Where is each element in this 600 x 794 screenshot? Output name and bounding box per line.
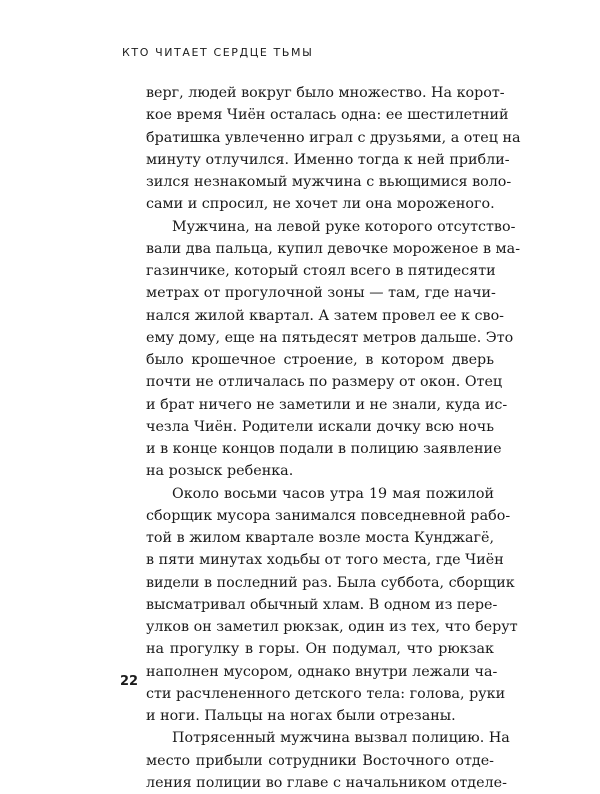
text-line: нался жилой квартал. А затем провел ее к сво- bbox=[146, 307, 505, 324]
text-line: сборщик мусора занимался повседневной рабо- bbox=[146, 507, 511, 524]
text-line: ему дому, еще на пятьдесят метров дальше. Это bbox=[146, 329, 514, 346]
running-header: КТО ЧИТАЕТ СЕРДЦЕ ТЬМЫ bbox=[122, 46, 314, 59]
text-line: сами и спросил, не хочет ли она мороженого. bbox=[146, 196, 495, 213]
text-line: той в жилом квартале возле моста Кунджагё, bbox=[146, 530, 494, 546]
text-line: чезла Чиён. Родители искали дочку всю ночь bbox=[146, 418, 494, 435]
text-line: Мужчина, на левой руке которого отсутство- bbox=[172, 218, 516, 235]
text-line: ления полиции во главе с начальником отделе- bbox=[146, 774, 507, 791]
text-line: братишка увлеченно играл с друзьями, а отец на bbox=[146, 129, 521, 146]
text-line: и брат ничего не заметили и не знали, куда ис- bbox=[146, 396, 508, 413]
text-line: кое время Чиён осталась одна: ее шестилетний bbox=[146, 107, 509, 124]
text-line: верг, людей вокруг было множество. На корот- bbox=[146, 85, 505, 101]
text-line: наполнен мусором, однако внутри лежали ча- bbox=[146, 663, 498, 680]
page-number: 22 bbox=[120, 674, 139, 689]
text-line: место прибыли сотрудники Восточного отде- bbox=[146, 752, 494, 769]
text-line: высматривал обычный хлам. В одном из пере- bbox=[146, 596, 498, 613]
text-line: почти не отличалась по размеру от окон. Отец bbox=[146, 374, 503, 391]
text-line: и ноги. Пальцы на ногах были отрезаны. bbox=[146, 708, 456, 724]
text-line: было крошечное строение, в котором дверь bbox=[146, 352, 494, 368]
text-line: в пяти минутах ходьбы от того места, где Чиён bbox=[146, 552, 504, 569]
text-line: и в конце концов подали в полицию заявление bbox=[146, 441, 502, 457]
text-line: сти расчлененного детского тела: голова, руки bbox=[146, 685, 506, 702]
text-line: газинчике, который стоял всего в пятидесяти bbox=[146, 263, 496, 279]
text-line: зился незнакомый мужчина с вьющимися воло- bbox=[146, 174, 512, 190]
text-line: видели в последний раз. Была суббота, сборщик bbox=[146, 574, 515, 591]
text-line: метрах от прогулочной зоны — там, где начи- bbox=[146, 285, 496, 302]
text-line: Потрясенный мужчина вызвал полицию. На bbox=[172, 730, 510, 747]
text-line: на розыск ребенка. bbox=[146, 463, 294, 480]
text-line: минуту отлучился. Именно тогда к ней прибли- bbox=[146, 151, 510, 168]
text-line: на прогулку в горы. Он подумал, что рюкзак bbox=[146, 641, 494, 658]
text-line: Около восьми часов утра 19 мая пожилой bbox=[172, 485, 494, 502]
text-line: улков он заметил рюкзак, один из тех, что берут bbox=[146, 619, 518, 635]
text-line: вали два пальца, купил девочке мороженое в ма- bbox=[146, 240, 521, 257]
body-text bbox=[146, 82, 521, 794]
